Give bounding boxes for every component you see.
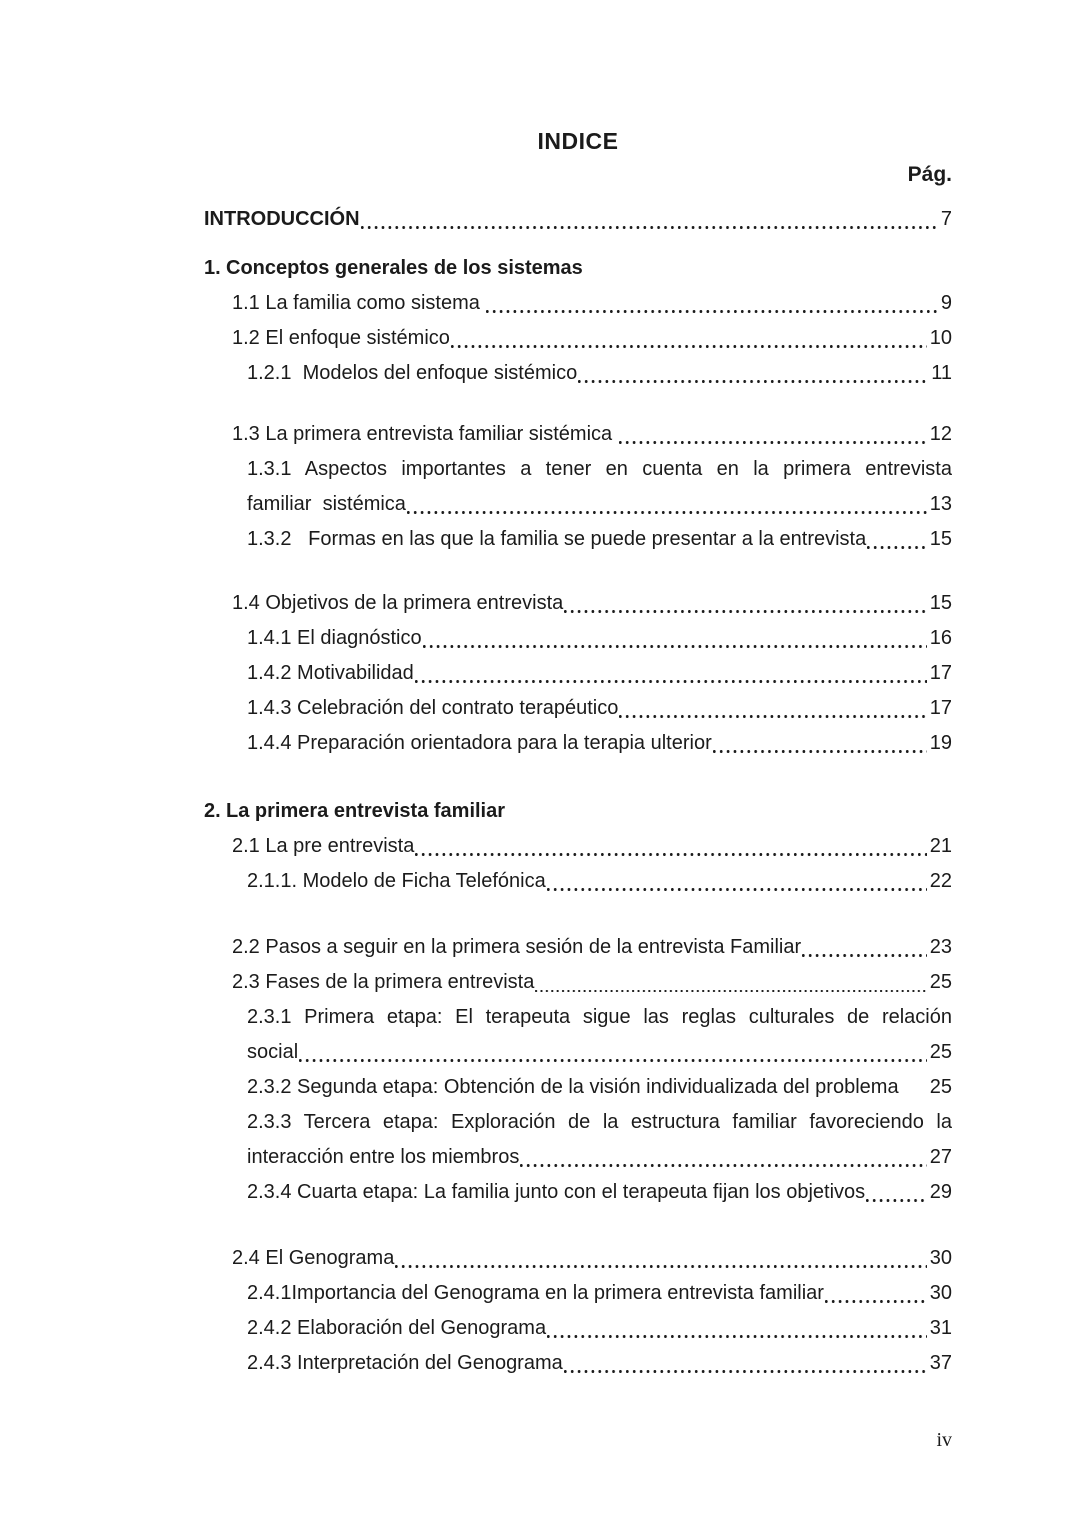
toc-entry-label: familiar sistémica — [247, 493, 406, 515]
toc-entry-1-3-1-line1 — [204, 452, 952, 487]
toc-entry-label: INTRODUCCIÓN — [204, 208, 360, 230]
toc-entry-page: 15 — [929, 528, 952, 550]
toc-entry-label: social — [247, 1041, 299, 1063]
toc-entry-1-3 — [204, 417, 952, 452]
toc-entry-1-2 — [204, 321, 952, 356]
toc-entry-page: 17 — [929, 662, 952, 684]
toc-entry-label: 1.4.2 Motivabilidad — [247, 662, 414, 684]
toc-entry-1-3-1-line2 — [204, 487, 952, 522]
toc-entry-1-4-1 — [204, 621, 952, 656]
page-footer-number: iv — [936, 1429, 952, 1451]
page-column-label: Pág. — [907, 163, 952, 186]
dot-leader — [486, 286, 937, 321]
toc-entry-label: 1.4.4 Preparación orientadora para la terapia ulterior — [247, 732, 712, 754]
toc-entry-page: 10 — [929, 327, 952, 349]
toc-section-2 — [204, 794, 952, 829]
toc-entry-label: 1.3 La primera entrevista familiar sistémica — [232, 423, 618, 445]
dot-leader — [802, 930, 927, 965]
document-page — [204, 0, 952, 1381]
dot-leader — [451, 321, 927, 356]
toc-entry-2-4-2 — [204, 1311, 952, 1346]
toc-entry-2-3-4 — [204, 1175, 952, 1210]
toc-entry-label: 2.3.2 Segunda etapa: Obtención de la visión individualizada del problema — [247, 1076, 899, 1098]
toc-entry-2-3-1-line2 — [204, 1035, 952, 1070]
toc-entry-2-4-1 — [204, 1276, 952, 1311]
dot-leader — [619, 417, 927, 452]
toc-entry-2-2 — [204, 930, 952, 965]
toc-entry-page: 13 — [929, 493, 952, 515]
toc-entry-label: 2.3 Fases de la primera entrevista — [232, 971, 535, 993]
toc-entry-page: 15 — [929, 592, 952, 614]
section-title: Conceptos generales de los sistemas — [226, 257, 583, 279]
toc-entry-2-1 — [204, 829, 952, 864]
toc-entry-1-4 — [204, 586, 952, 621]
toc-section-1 — [204, 251, 952, 286]
dot-leader — [395, 1241, 926, 1276]
dot-leader — [361, 202, 938, 237]
dot-leader — [415, 829, 926, 864]
toc-entry-2-4 — [204, 1241, 952, 1276]
toc-entry-page: 21 — [929, 835, 952, 857]
toc-entry-2-3 — [204, 965, 952, 1000]
toc-entry-label: 1.3.1 Aspectos importantes a tener en cuenta en la primera entrevista — [247, 458, 952, 480]
toc-entry-label: 1.4.3 Celebración del contrato terapéutico — [247, 697, 619, 719]
toc-entry-label: 1.4 Objetivos de la primera entrevista — [232, 592, 564, 614]
toc-entry-2-3-2 — [204, 1070, 952, 1105]
dot-leader — [564, 1346, 927, 1381]
toc-entry-label: 1.2.1 Modelos del enfoque sistémico — [247, 362, 578, 384]
toc-entry-1-4-4 — [204, 726, 952, 761]
dot-leader — [825, 1276, 927, 1311]
toc-entry-label: 1.4.1 El diagnóstico — [247, 627, 422, 649]
toc-entry-page: 7 — [940, 208, 952, 230]
section-number: 2. — [204, 800, 221, 822]
toc-entry-label: 2.2 Pasos a seguir en la primera sesión de la entrevista Familiar — [232, 936, 802, 958]
dot-leader — [423, 621, 927, 656]
section-title: La primera entrevista familiar — [226, 800, 506, 822]
dot-leader — [520, 1140, 926, 1175]
toc-entry-label: 2.3.4 Cuarta etapa: La familia junto con el terapeuta fijan los objetivos — [247, 1181, 866, 1203]
toc-entry-page: 23 — [929, 936, 952, 958]
toc-entry-1-2-1 — [204, 356, 952, 391]
toc-entry-1-4-2 — [204, 656, 952, 691]
toc-entry-label: 2.4.1Importancia del Genograma en la primera entrevista familiar — [247, 1282, 824, 1304]
toc-entry-page: 11 — [931, 362, 952, 384]
dot-leader — [547, 864, 927, 899]
toc-entry-label: 2.1.1. Modelo de Ficha Telefónica — [247, 870, 546, 892]
toc-entry-2-3-1-line1 — [204, 1000, 952, 1035]
dot-leader — [547, 1311, 927, 1346]
toc-entry-page: 27 — [929, 1146, 952, 1168]
dot-leader — [619, 691, 926, 726]
section-number: 1. — [204, 257, 221, 279]
dot-leader — [535, 965, 926, 1000]
dot-leader — [866, 1175, 927, 1210]
toc-entry-label: 2.1 La pre entrevista — [232, 835, 415, 857]
table-of-contents — [204, 202, 952, 1381]
toc-entry-page: 25 — [929, 1041, 952, 1063]
toc-entry-2-4-3 — [204, 1346, 952, 1381]
toc-entry-page: 19 — [929, 732, 952, 754]
dot-leader — [867, 522, 927, 557]
dot-leader — [407, 487, 927, 522]
toc-entry-label: interacción entre los miembros — [247, 1146, 520, 1168]
toc-entry-page: 22 — [929, 870, 952, 892]
toc-entry-page: 30 — [929, 1282, 952, 1304]
toc-entry-page: 37 — [929, 1352, 952, 1374]
toc-entry-page: 30 — [929, 1247, 952, 1269]
toc-entry-label: 2.4.2 Elaboración del Genograma — [247, 1317, 547, 1339]
toc-entry-page: 25 — [929, 971, 952, 993]
toc-entry-2-3-3-line1 — [204, 1105, 952, 1140]
page-title: INDICE — [537, 128, 619, 154]
leader-spacer — [900, 1070, 927, 1105]
toc-entry-introduccion — [204, 202, 952, 237]
toc-entry-page: 9 — [940, 292, 952, 314]
toc-entry-label: 2.4.3 Interpretación del Genograma — [247, 1352, 563, 1374]
toc-entry-page: 25 — [929, 1076, 952, 1098]
toc-entry-1-4-3 — [204, 691, 952, 726]
toc-entry-2-1-1 — [204, 864, 952, 899]
toc-entry-label: 2.3.1 Primera etapa: El terapeuta sigue las reglas culturales de relación — [247, 1006, 952, 1028]
toc-entry-label: 2.4 El Genograma — [232, 1247, 395, 1269]
toc-entry-1-1 — [204, 286, 952, 321]
toc-entry-page: 31 — [929, 1317, 952, 1339]
toc-entry-label: 1.1 La familia como sistema — [232, 292, 486, 314]
toc-entry-page: 17 — [929, 697, 952, 719]
toc-entry-page: 29 — [929, 1181, 952, 1203]
dot-leader — [713, 726, 927, 761]
toc-entry-2-3-3-line2 — [204, 1140, 952, 1175]
toc-entry-1-3-2 — [204, 522, 952, 557]
toc-entry-label: 1.2 El enfoque sistémico — [232, 327, 450, 349]
toc-entry-page: 16 — [929, 627, 952, 649]
dot-leader — [578, 356, 928, 391]
toc-entry-label: 1.3.2 Formas en las que la familia se puede presentar a la entrevista — [247, 528, 867, 550]
dot-leader — [415, 656, 927, 691]
toc-entry-page: 12 — [929, 423, 952, 445]
dot-leader — [299, 1035, 927, 1070]
toc-entry-label: 2.3.3 Tercera etapa: Exploración de la estructura familiar favoreciendo la — [247, 1111, 952, 1133]
dot-leader — [564, 586, 926, 621]
